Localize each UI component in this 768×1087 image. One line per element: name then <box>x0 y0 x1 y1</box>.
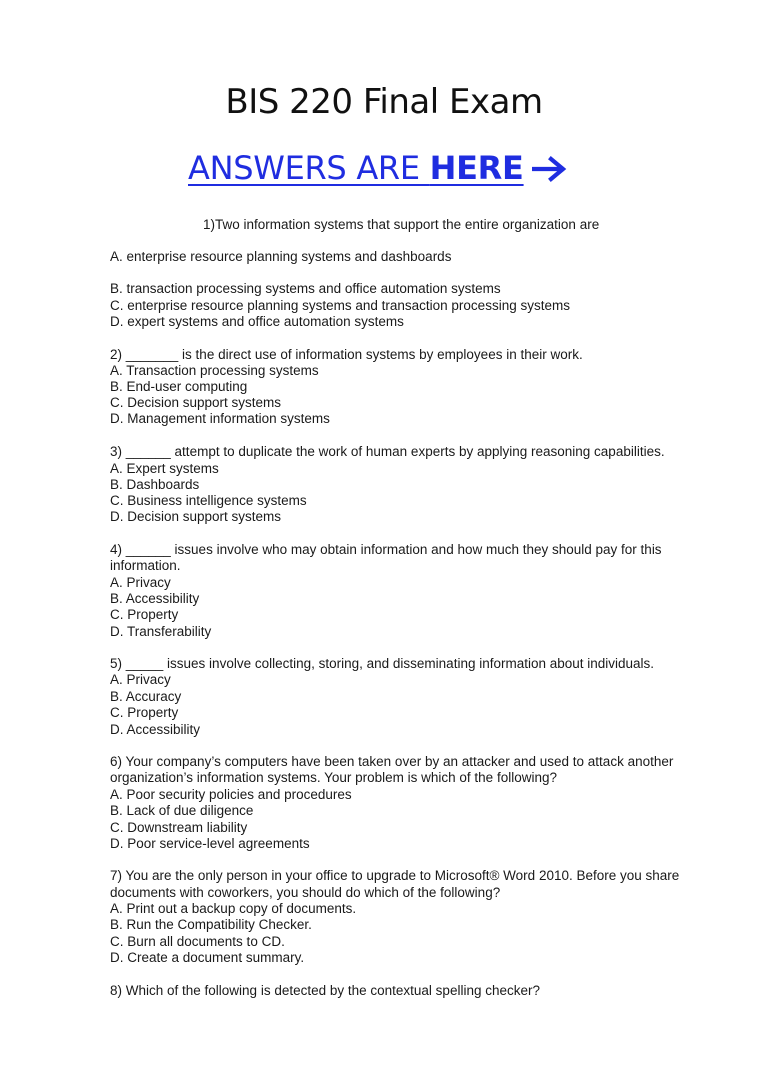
question-8-stem: 8) Which of the following is detected by the contextual spelling checker? <box>110 983 540 998</box>
question-7-option-b: B. Run the Compatibility Checker. <box>110 917 312 932</box>
question-5-stem: 5) _____ issues involve collecting, storing, and disseminating information about individuals. <box>110 656 655 671</box>
question-2-option-c: C. Decision support systems <box>110 395 282 410</box>
question-3-option-c: C. Business intelligence systems <box>110 493 307 508</box>
question-3-stem: 3) ______ attempt to duplicate the work of human experts by applying reasoning capabilities. <box>110 444 665 459</box>
question-5-option-c: C. Property <box>110 705 179 720</box>
question-1-option-a: A. enterprise resource planning systems and dashboards <box>110 249 452 264</box>
question-5-option-b: B. Accuracy <box>110 689 182 704</box>
question-5-option-a: A. Privacy <box>110 672 171 687</box>
question-6-option-c: C. Downstream liability <box>110 820 248 835</box>
question-6-option-b: B. Lack of due diligence <box>110 803 254 818</box>
answers-link-text: ANSWERS ARE <box>188 149 430 187</box>
question-1-option-d: D. expert systems and office automation systems <box>110 314 404 329</box>
question-1-option-b: B. transaction processing systems and office automation systems <box>110 281 501 296</box>
question-1-stem: 1)Two information systems that support the entire organization are <box>203 217 600 232</box>
question-6-option-d: D. Poor service-level agreements <box>110 836 310 851</box>
answers-link-bold-text: HERE <box>429 149 524 187</box>
question-4-option-c: C. Property <box>110 607 179 622</box>
question-4-stem-line-1: 4) ______ issues involve who may obtain information and how much they should pay for this <box>110 542 662 557</box>
arrow-right-icon <box>532 147 568 189</box>
question-6-stem-line-2: organization’s information systems. Your problem is which of the following? <box>110 770 557 785</box>
question-6-option-a: A. Poor security policies and procedures <box>110 787 352 802</box>
question-7-option-d: D. Create a document summary. <box>110 950 305 965</box>
question-2-option-b: B. End-user computing <box>110 379 248 394</box>
question-4-option-a: A. Privacy <box>110 575 171 590</box>
question-3-option-a: A. Expert systems <box>110 461 219 476</box>
question-2-option-a: A. Transaction processing systems <box>110 363 319 378</box>
question-7-stem-line-1: 7) You are the only person in your office to upgrade to Microsoft® Word 2010. Before you share <box>110 868 680 883</box>
question-3-option-d: D. Decision support systems <box>110 509 282 524</box>
page-title: BIS 220 Final Exam <box>225 82 543 122</box>
question-2-option-d: D. Management information systems <box>110 411 330 426</box>
question-7-option-c: C. Burn all documents to CD. <box>110 934 285 949</box>
question-3-option-b: B. Dashboards <box>110 477 200 492</box>
question-6-stem-line-1: 6) Your company’s computers have been taken over by an attacker and used to attack another <box>110 754 674 769</box>
answers-link[interactable] <box>188 147 568 189</box>
question-4-stem-line-2: information. <box>110 558 181 573</box>
question-4-option-b: B. Accessibility <box>110 591 200 606</box>
question-7-stem-line-2: documents with coworkers, you should do which of the following? <box>110 885 501 900</box>
question-5-option-d: D. Accessibility <box>110 722 201 737</box>
question-2-stem: 2) _______ is the direct use of information systems by employees in their work. <box>110 347 583 362</box>
question-7-option-a: A. Print out a backup copy of documents. <box>110 901 357 916</box>
question-1-option-c: C. enterprise resource planning systems and transaction processing systems <box>110 298 570 313</box>
question-4-option-d: D. Transferability <box>110 624 212 639</box>
